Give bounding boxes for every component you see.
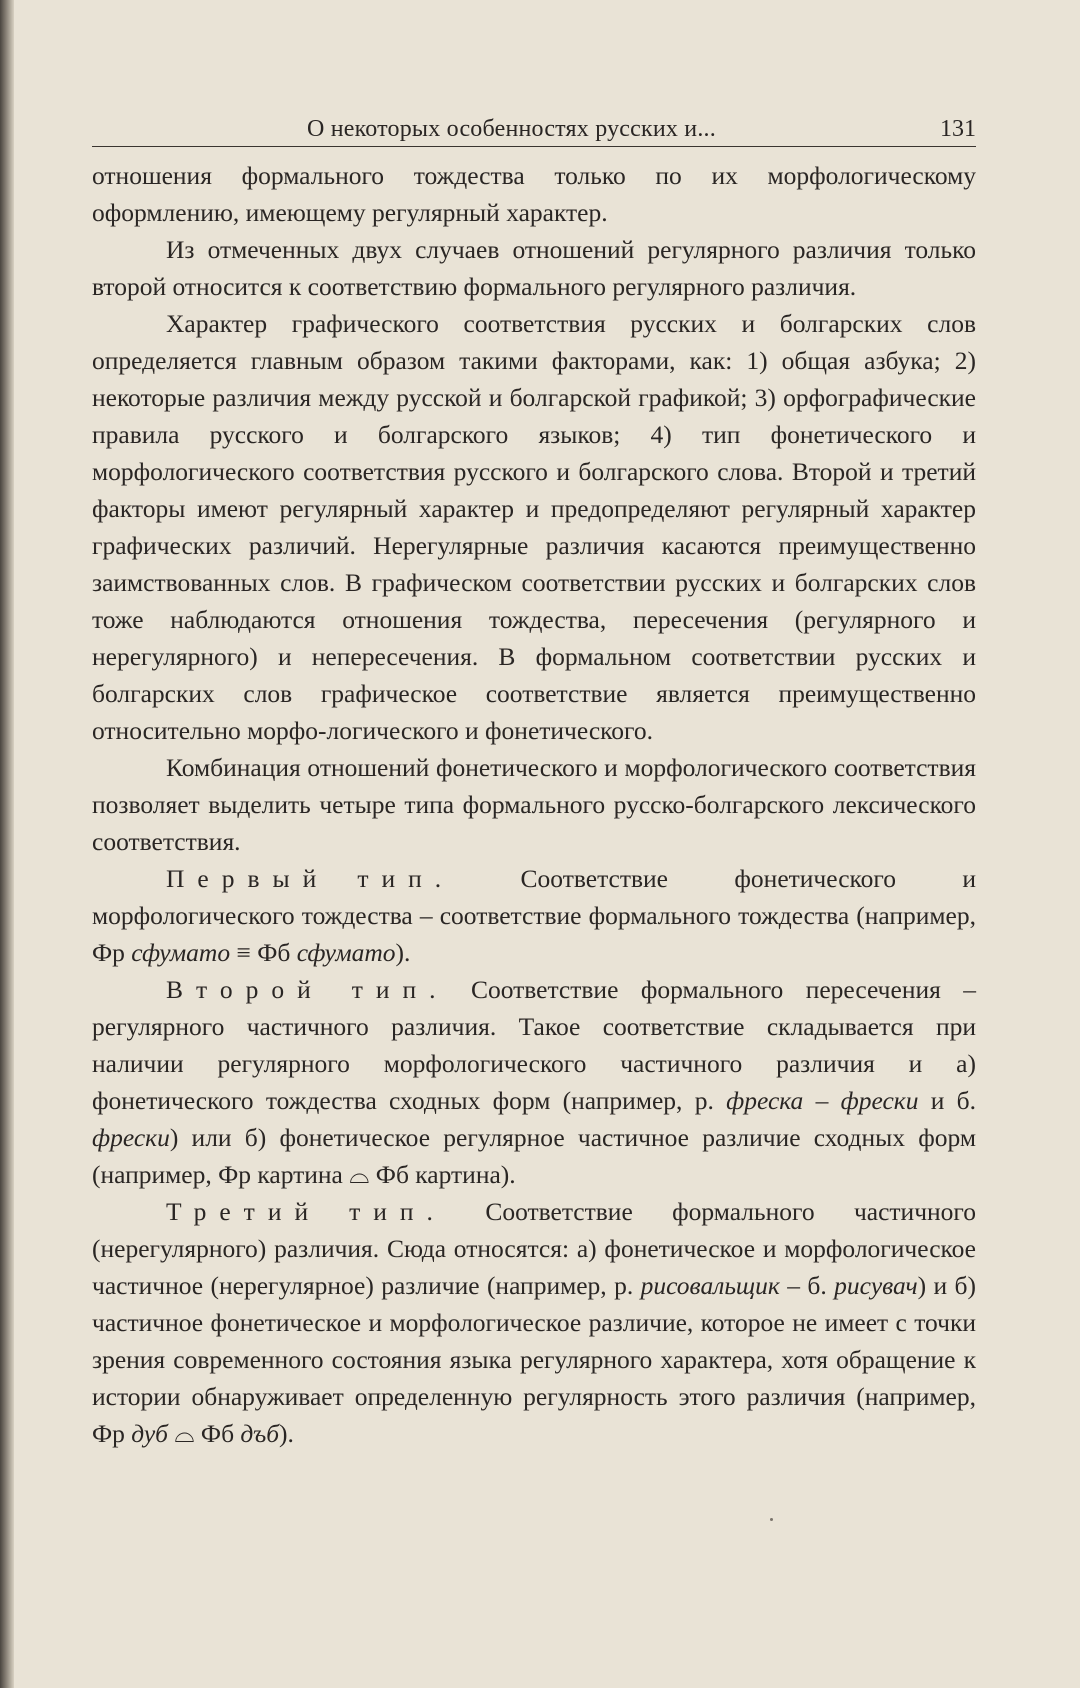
book-page: [92, 112, 976, 1452]
example-word: дуб: [131, 1419, 168, 1448]
example-relation: ⌓ Фб: [174, 1419, 235, 1448]
paragraph-7-middle: ) и б) частичное фонетическое и морфологическое различие, которое не имеет с точки зрения современного состояния языка регулярного характера, хотя обращение к истории обнаруживает определенную регулярность этого различия (например, Фр: [92, 1271, 977, 1448]
example-word: рисовальщик: [640, 1271, 780, 1300]
paragraph-6-end: ) или б) фонетическое регулярное частичное различие сходных форм (например, Фр картина ⌓ Фб картина).: [92, 1123, 976, 1189]
paragraph-5: [92, 860, 976, 971]
example-relation: и б.: [930, 1086, 977, 1115]
example-word: дъб: [240, 1419, 280, 1448]
page-number: 131: [940, 116, 976, 142]
book-binding-edge: [0, 0, 14, 1688]
example-word: рисувач: [834, 1271, 918, 1300]
type-heading-third: Третий: [166, 1197, 322, 1226]
print-speck: [770, 1518, 773, 1521]
paragraph-2: Из отмеченных двух случаев отношений регулярного различия только второй относится к соответствию формального регулярного различия.: [92, 235, 976, 301]
running-title: О некоторых особенностях русских и...: [307, 116, 716, 142]
example-word: сфумато: [296, 938, 396, 967]
type-heading-first: Первый: [166, 864, 330, 893]
type-heading-second: Второй: [166, 975, 324, 1004]
example-word: фреска – фрески: [726, 1086, 919, 1115]
paragraph-4: Комбинация отношений фонетического и морфологического соответствия позволяет выделить четыре типа формального русско-болгарского лексического соответствия.: [92, 753, 976, 856]
paragraph-7-text: Соответствие формального частичного (нерегулярного) различия. Сюда относятся: а) фонетическое и морфологическое частичное (нерегулярное) различие (например, р.: [92, 1197, 977, 1300]
paragraph-3: Характер графического соответствия русских и болгарских слов определяется главным образом такими факторами, как: 1) общая азбука; 2) некоторые различия между русской и болгарской графикой; 3) орфографические правила русского и болгарского языков; 4) тип фонетического и морфологического соответствия русского и болгарского слова. Второй и третий факторы имеют регулярный характер и предопределяют регулярный характер графических различий. Нерегулярные различия касаются преимущественно заимствованных слов. В графическом соответствии русских и болгарских слов тоже наблюдаются отношения тождества, пересечения (регулярного и нерегулярного) и непересечения. В формальном соответствии русских и болгарских слов графическое соответствие является преимущественно относительно морфо-логического и фонетического.: [92, 309, 976, 745]
example-word: сфумато: [131, 938, 231, 967]
paragraph-5-end: ).: [395, 938, 411, 967]
running-head: [92, 112, 976, 147]
paragraph-6-text: Соответствие формального пересечения – регулярного частичного различия. Такое соответствие складывается при наличии регулярного морфологического частичного различия и а) фонетического тождества сходных форм (например, р.: [92, 975, 977, 1115]
paragraph-7-end: ).: [279, 1419, 294, 1448]
example-relation: – б.: [787, 1271, 827, 1300]
type-word: тип.: [349, 1197, 446, 1226]
paragraph-1: отношения формального тождества только по их морфологическому оформлению, имеющему регулярный характер.: [92, 161, 976, 227]
example-word: фрески: [92, 1123, 170, 1152]
example-relation: ≡ Фб: [236, 938, 291, 967]
body-text: [92, 157, 976, 1452]
paragraph-7: [92, 1193, 976, 1452]
paragraph-5-text: Соответствие фонетического и морфологического тождества – соответствие формального тождества (например, Фр: [92, 864, 977, 967]
type-word: тип.: [351, 975, 449, 1004]
type-word: тип.: [357, 864, 455, 893]
paragraph-6: [92, 971, 976, 1193]
